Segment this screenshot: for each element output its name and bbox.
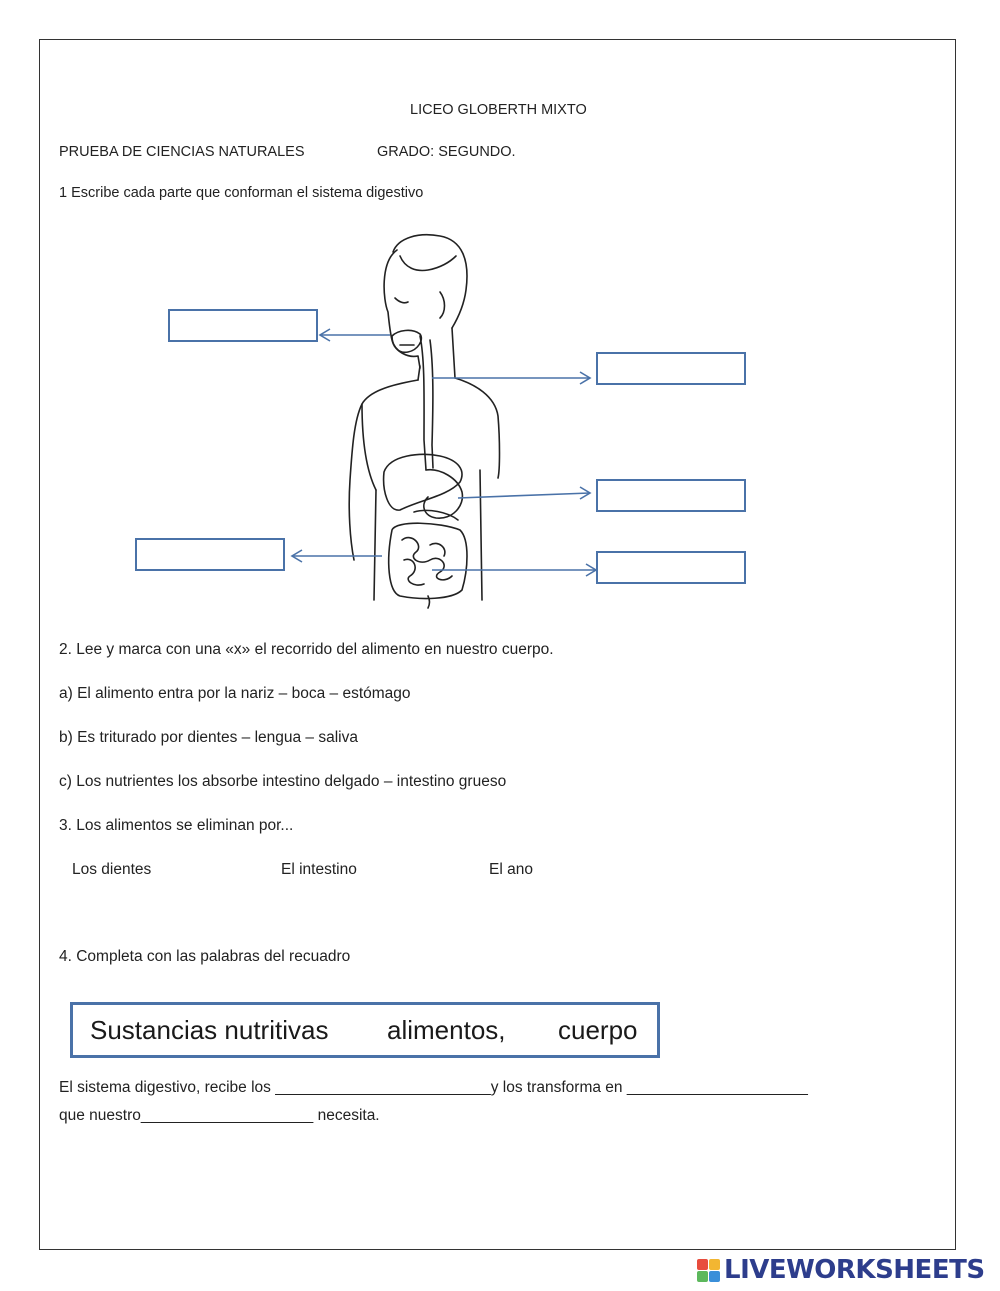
word-cuerpo: cuerpo — [558, 1015, 638, 1045]
question-2-prompt: 2. Lee y marca con una «x» el recorrido del alimento en nuestro cuerpo. — [59, 641, 554, 658]
word-bank-box — [70, 1002, 660, 1058]
test-title: PRUEBA DE CIENCIAS NATURALES — [59, 144, 305, 160]
small-intestine — [402, 538, 452, 580]
label-box-stomach[interactable] — [596, 479, 746, 512]
question-4-prompt: 4. Completa con las palabras del recuadro — [59, 948, 351, 965]
question-1-prompt: 1 Escribe cada parte que conforman el sistema digestivo — [59, 185, 424, 201]
esophagus — [420, 336, 426, 470]
label-box-esophagus[interactable] — [596, 352, 746, 385]
liveworksheets-brand — [697, 1255, 985, 1285]
question-2-item-a[interactable]: a) El alimento entra por la nariz – boca – estómago — [59, 685, 411, 702]
option-el-intestino[interactable]: El intestino — [281, 861, 357, 878]
option-los-dientes[interactable]: Los dientes — [72, 861, 152, 878]
school-title: LICEO GLOBERTH MIXTO — [410, 102, 587, 118]
head-outline — [384, 250, 420, 368]
label-box-small-intestine[interactable] — [596, 551, 746, 584]
question-2-item-b[interactable]: b) Es triturado por dientes – lengua – saliva — [59, 729, 358, 746]
fill-in-sentence-line-1[interactable]: El sistema digestivo, recibe los _________________________y los transforma en _____________________ — [59, 1079, 808, 1096]
label-box-mouth[interactable] — [168, 309, 318, 342]
liveworksheets-logo-icon — [697, 1259, 720, 1282]
liver — [384, 454, 462, 510]
option-el-ano[interactable]: El ano — [489, 861, 533, 878]
word-sustancias-nutritivas: Sustancias nutritivas — [90, 1015, 329, 1045]
hair-outline — [393, 235, 467, 328]
torso-outline — [349, 380, 418, 560]
question-3-prompt: 3. Los alimentos se eliminan por... — [59, 817, 294, 834]
label-box-large-intestine[interactable] — [135, 538, 285, 571]
grade-label: GRADO: SEGUNDO. — [377, 144, 516, 160]
question-2-item-c[interactable]: c) Los nutrientes los absorbe intestino delgado – intestino grueso — [59, 773, 507, 790]
arrow-stomach — [458, 493, 590, 498]
fill-in-sentence-line-2[interactable]: que nuestro____________________ necesita. — [59, 1107, 380, 1124]
word-alimentos: alimentos, — [387, 1015, 506, 1045]
brand-name: LIVEWORKSHEETS — [724, 1255, 985, 1285]
